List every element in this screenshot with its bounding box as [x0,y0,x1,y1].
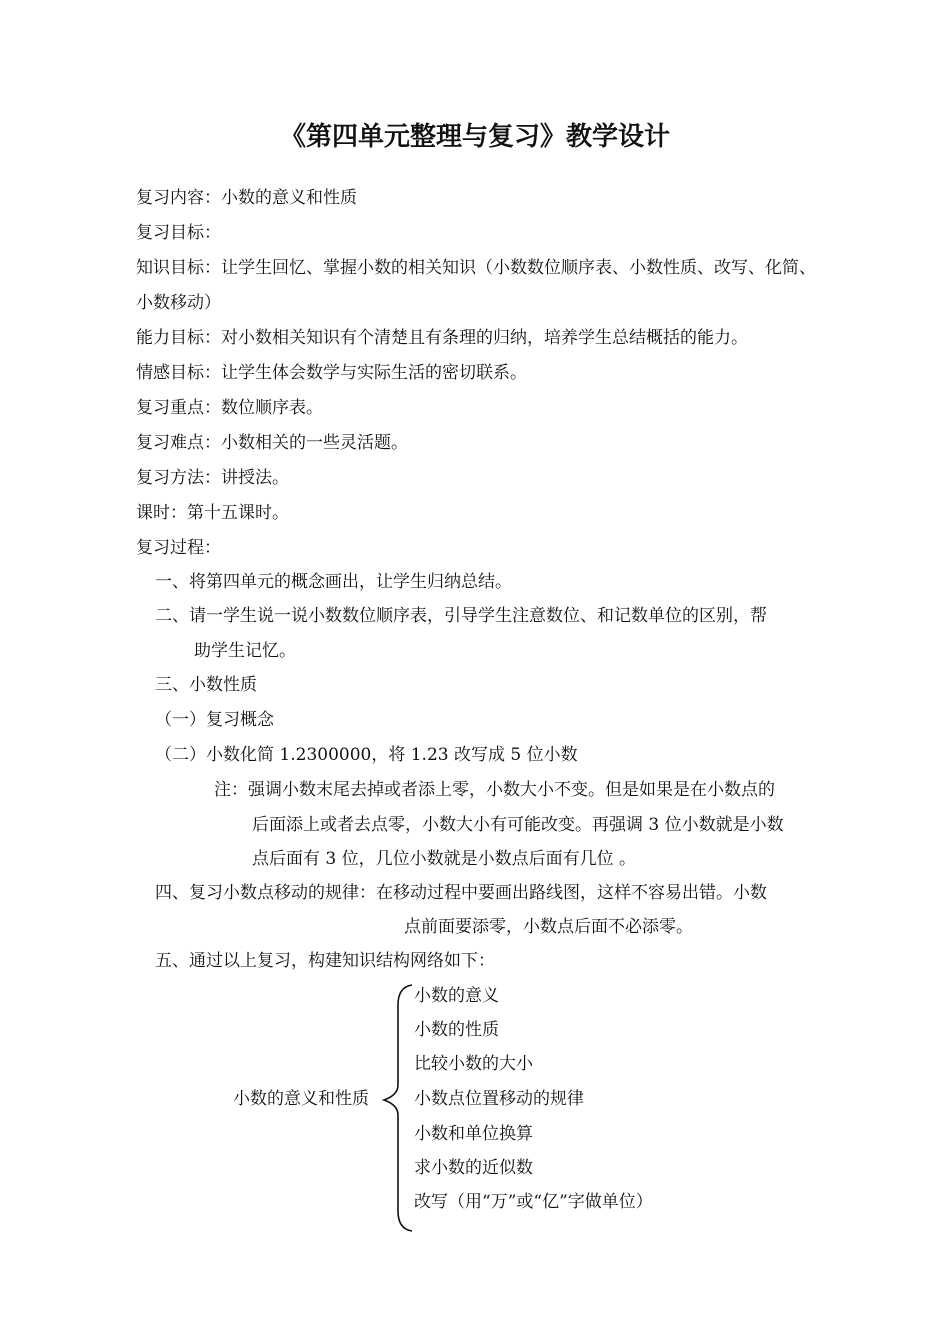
note-line-2: 后面添上或者去点零，小数大小有可能改变。再强调 3 位小数就是小数 [252,815,784,835]
review-goals-label: 复习目标： [136,223,221,243]
ability-goal: 能力目标：对小数相关知识有个清楚且有条理的归纳，培养学生总结概括的能力。 [136,328,748,348]
network-branch: 比较小数的大小 [414,1054,533,1074]
emotion-goal: 情感目标：让学生体会数学与实际生活的密切联系。 [136,363,527,383]
document-title: 《第四单元整理与复习》教学设计 [279,122,670,152]
step-5: 五、通过以上复习，构建知识结构网络如下： [155,951,495,971]
knowledge-goal-line-2: 小数移动） [136,293,221,313]
step-2-line-2: 助学生记忆。 [194,641,296,661]
network-branch: 求小数的近似数 [414,1158,533,1178]
network-branch: 小数的意义 [414,986,499,1006]
curly-brace-icon [380,983,414,1233]
review-content: 复习内容：小数的意义和性质 [136,188,357,208]
network-root: 小数的意义和性质 [233,1089,369,1109]
network-branch: 改写（用“万”或“亿”字做单位） [414,1192,653,1212]
step-4-line-1: 四、复习小数点移动的规律：在移动过程中要画出路线图，这样不容易出错。小数 [155,883,767,903]
step-3: 三、小数性质 [155,675,257,695]
network-branch: 小数点位置移动的规律 [414,1089,584,1109]
step-2-line-1: 二、请一学生说一说小数数位顺序表，引导学生注意数位、和记数单位的区别，帮 [155,606,767,626]
step-4-line-2: 点前面要添零，小数点后面不必添零。 [404,917,693,937]
key-point: 复习重点：数位顺序表。 [136,398,323,418]
step-3-sub-2: （二）小数化简 1.2300000，将 1.23 改写成 5 位小数 [155,745,578,765]
method: 复习方法：讲授法。 [136,468,289,488]
step-1: 一、将第四单元的概念画出，让学生归纳总结。 [155,572,512,592]
note-line-1: 注：强调小数末尾去掉或者添上零，小数大小不变。但是如果是在小数点的 [214,780,775,800]
note-line-3: 点后面有 3 位，几位小数就是小数点后面有几位 。 [252,849,637,869]
knowledge-goal-line-1: 知识目标：让学生回忆、掌握小数的相关知识（小数数位顺序表、小数性质、改写、化简、 [136,258,816,278]
difficult-point: 复习难点：小数相关的一些灵活题。 [136,433,408,453]
lesson-period: 课时：第十五课时。 [136,503,289,523]
step-3-sub-1: （一）复习概念 [155,710,274,730]
network-branch: 小数和单位换算 [414,1124,533,1144]
process-label: 复习过程： [136,538,221,558]
network-branch: 小数的性质 [414,1020,499,1040]
